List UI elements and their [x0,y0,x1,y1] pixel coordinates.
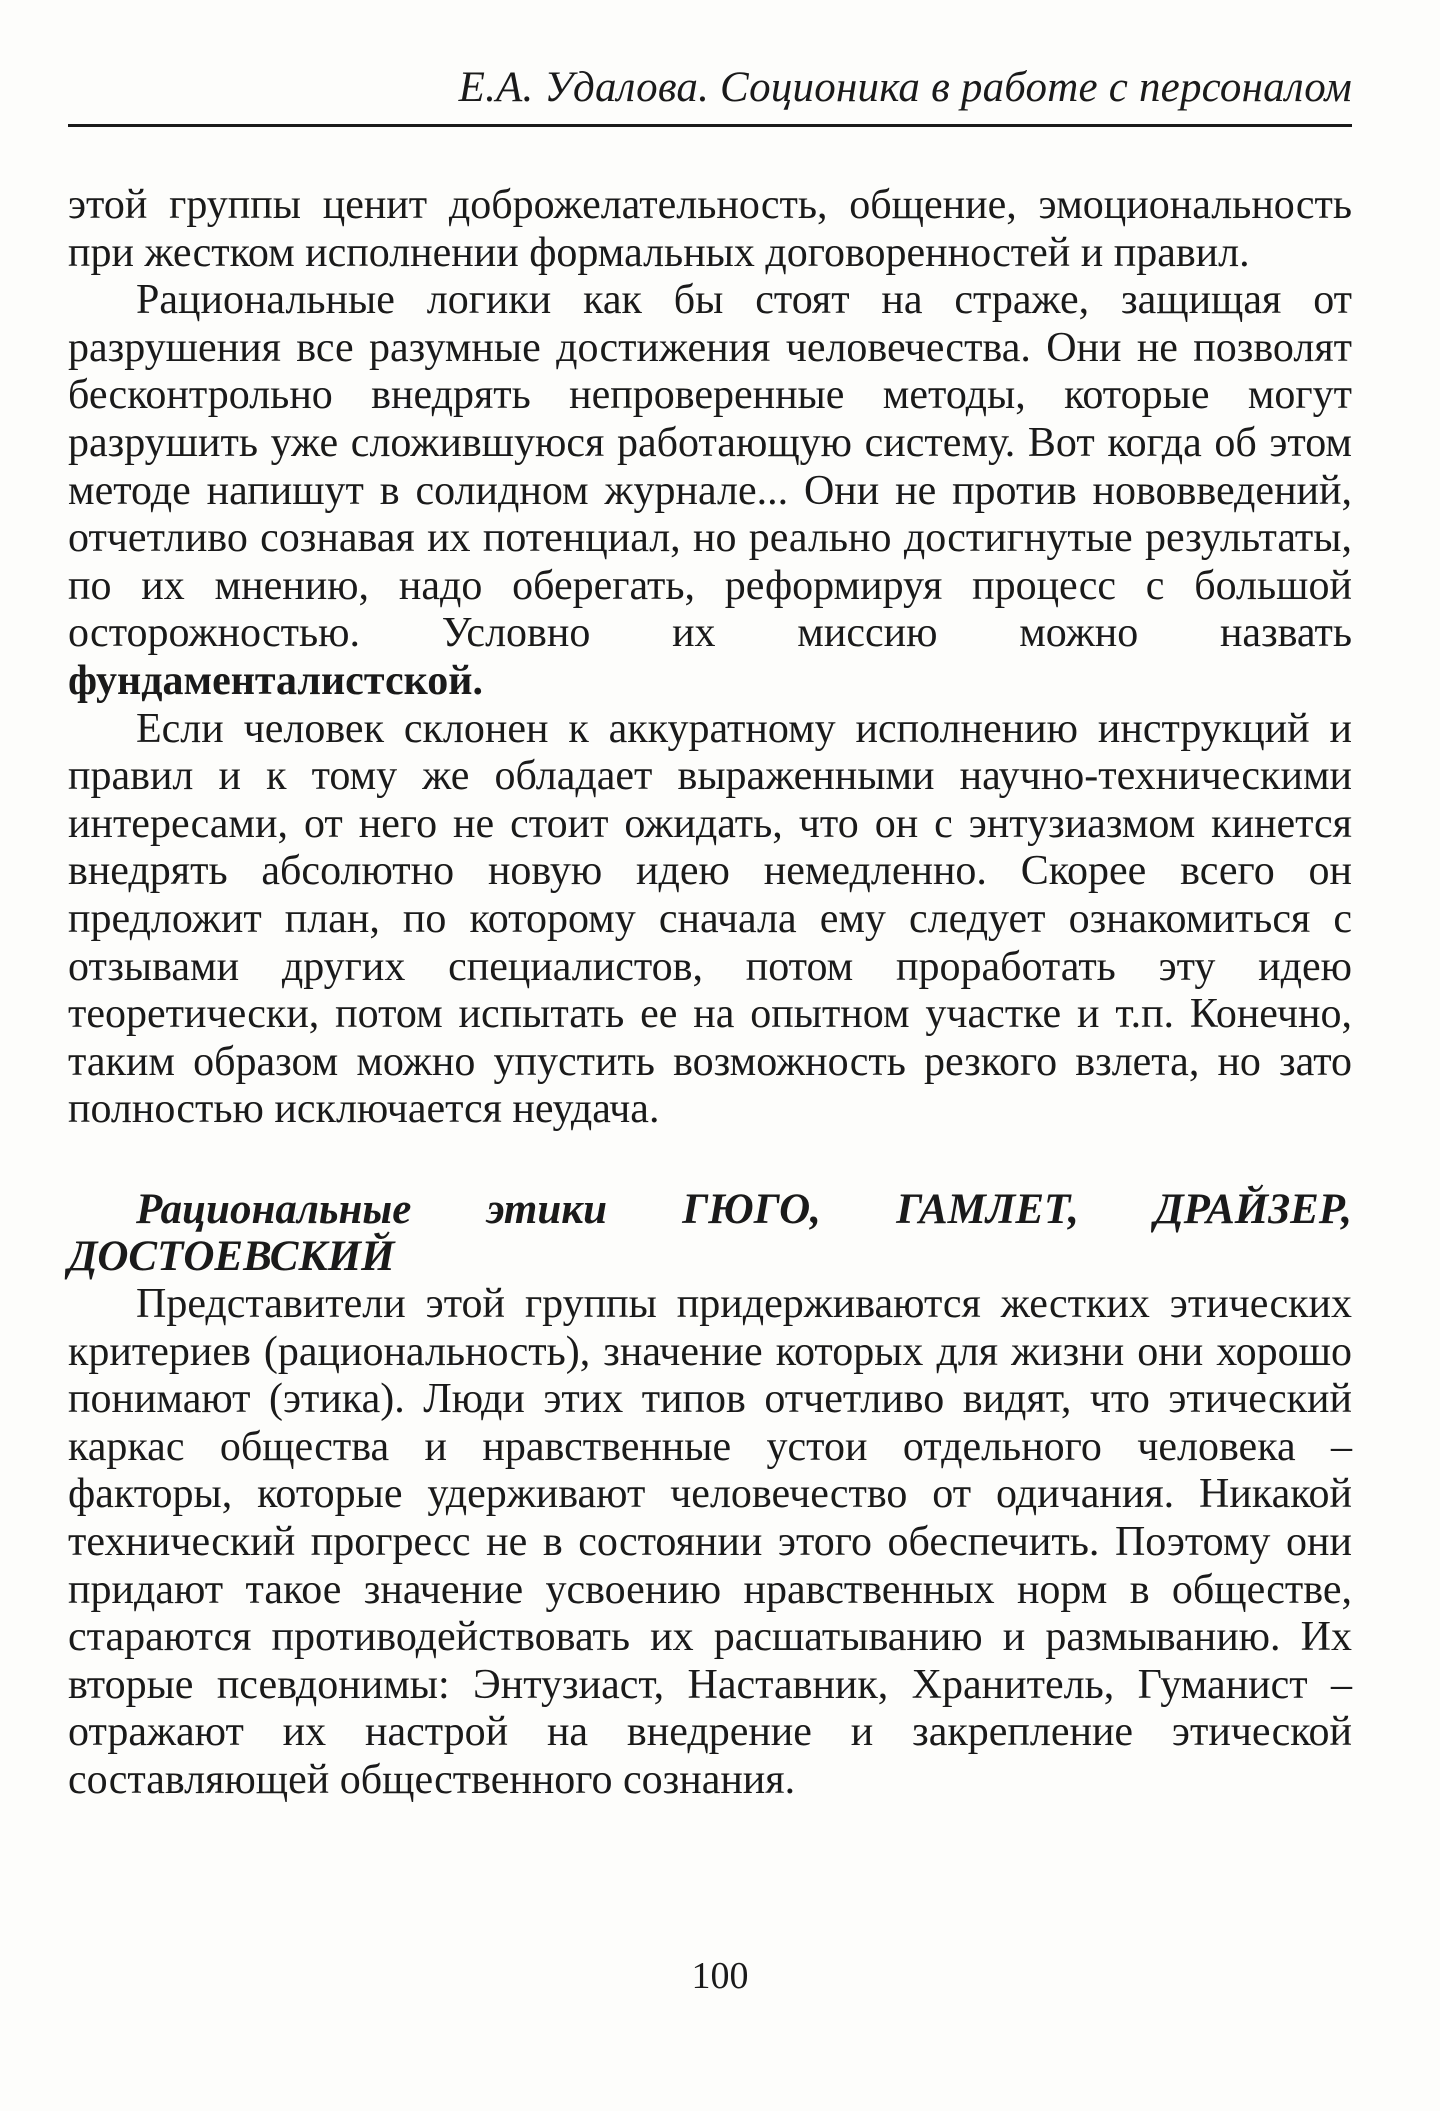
mission-term: фундаменталистской. [68,657,483,704]
section-heading: Рациональные этики ГЮГО, ГАМЛЕТ, ДРАЙЗЕР, ДОСТОЕВСКИЙ [68,1185,1352,1281]
paragraph-rational-ethicals: Представители этой группы придерживаются жестких этических критериев (рациональность), значение которых для жизни они хорошо понимают (этика). Люди этих типов отчетливо видят, что этический каркас общества и нравственные устои отдельного человека – факторы, которые удерживают человечество от одичания. Никакой технический прогресс не в состоянии этого обеспечить. Поэтому они придают такое значение усвоению нравственных норм в обществе, стараются противодействовать их расшатыванию и размыванию. Их вторые псевдонимы: Энтузиаст, Наставник, Хранитель, Гуманист – отражают их настрой на внедрение и закрепление этической составляющей общественного сознания. [68,1281,1352,1803]
paragraph-text: Рациональные логики как бы стоят на страже, защищая от разрушения все разумные достижения человечества. Они не позволят бесконтрольно внедрять непроверенные методы, которые могут разрушить уже сложившуюся работающую систему. Вот когда об этом методе напишут в солидном журнале... Они не против нововведений, отчетливо сознавая их потенциал, но реально достигнутые результаты, по их мнению, надо оберегать, реформируя процесс с большой осторожностью. Условно их миссию можно назвать [68,277,1352,657]
page-body [68,182,1352,1805]
paragraph-example: Если человек склонен к аккуратному исполнению инструкций и правил и к тому же обладает выраженными научно-техническими интересами, от него не стоит ожидать, что он с энтузиазмом кинется внедрять абсолютно новую идею немедленно. Скорее всего он предложит план, по которому сначала ему следует ознакомиться с отзывами других специалистов, потом проработать эту идею теоретически, потом испытать ее на опытном участке и т.п. Конечно, таким образом можно упустить возможность резкого взлета, но зато полностью исключается неудача. [68,705,1352,1133]
paragraph-rational-logicians [68,277,1352,705]
paragraph-continuation: этой группы ценит доброжелательность, общение, эмоциональность при жестком исполнении формальных договоренностей и правил. [68,182,1352,276]
header-divider [68,124,1352,127]
running-head: Е.А. Удалова. Соционика в работе с персоналом [458,64,1352,111]
page-number: 100 [691,1955,749,1997]
